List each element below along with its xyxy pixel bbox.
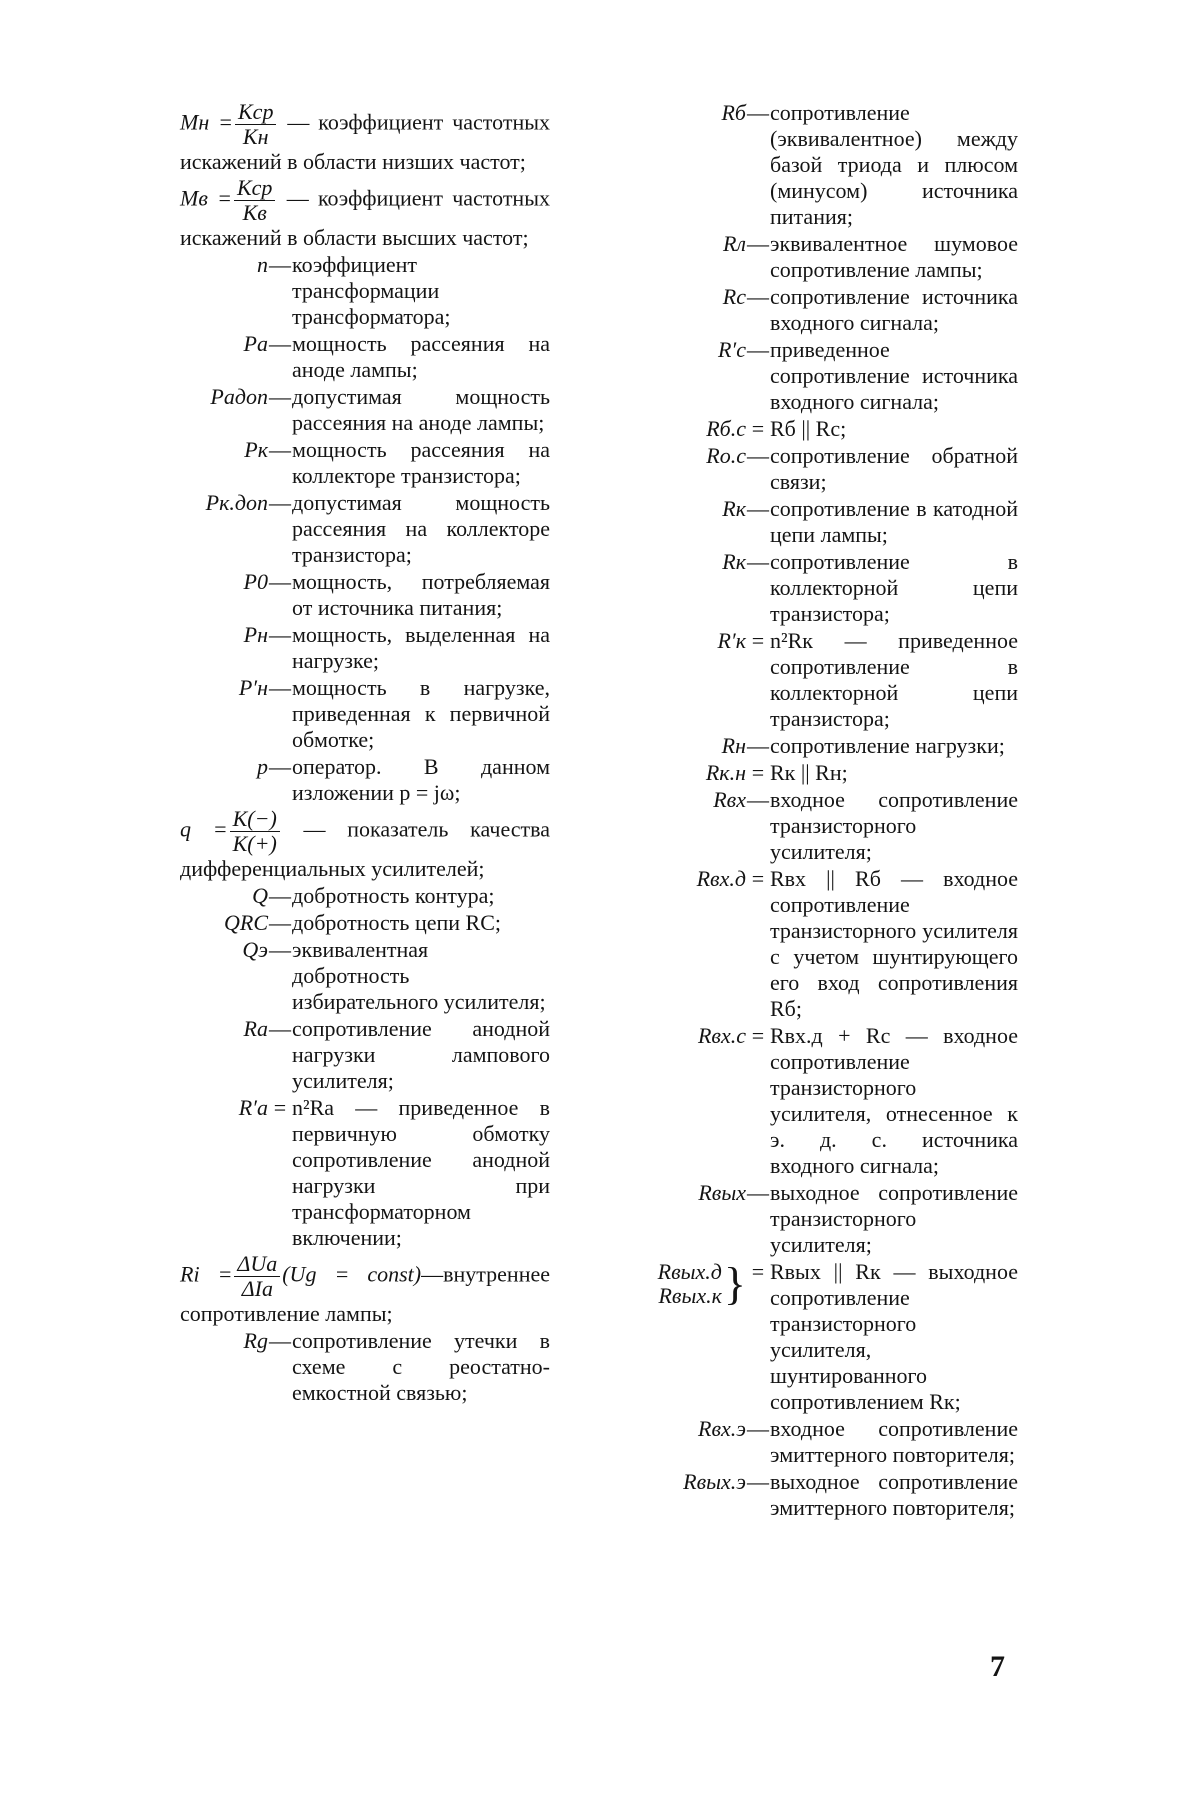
entry-separator: — xyxy=(277,185,318,211)
entry-term: Pн xyxy=(243,622,268,647)
fraction xyxy=(235,100,276,149)
term-stack xyxy=(658,1260,722,1308)
entry-separator: — xyxy=(747,1180,769,1205)
glossary-entry xyxy=(150,754,550,806)
entry-text: сопротивление в коллекторной цепи транзистора; xyxy=(770,549,1018,626)
entry-term: QRC xyxy=(224,910,268,935)
entry-term: Rо.с xyxy=(706,443,746,468)
entry-text: допустимая мощность рассеяния на коллекторе транзистора; xyxy=(292,490,550,567)
entry-term: p xyxy=(257,754,268,779)
entry-text: сопротивление обратной связи; xyxy=(770,443,1018,494)
entry-text: приведенное сопротивление источника входного сигнала; xyxy=(770,337,1018,414)
fraction-denominator: Kн xyxy=(242,124,269,149)
entry-text: входное сопротивление эмиттерного повторителя; xyxy=(770,1416,1018,1467)
entry-separator: — xyxy=(269,622,291,647)
entry-term: Q xyxy=(252,883,268,908)
glossary-entry xyxy=(620,733,1018,759)
entry-separator: — xyxy=(747,231,769,256)
entry-term: Rл xyxy=(722,231,746,256)
glossary-entry xyxy=(620,1023,1018,1179)
glossary-entry xyxy=(620,549,1018,627)
entry-text: сопротивление анодной нагрузки лампового усилителя; xyxy=(292,1016,550,1093)
entry-separator: — xyxy=(269,883,291,908)
entry-separator: = xyxy=(273,1095,287,1120)
entry-text: выходное сопротивление транзисторного усилителя; xyxy=(770,1180,1018,1257)
glossary-entry xyxy=(620,1180,1018,1258)
entry-separator: — xyxy=(269,1016,291,1041)
entry-term: Qэ xyxy=(242,937,268,962)
glossary-entry xyxy=(150,176,550,251)
entry-text: сопротивление в катодной цепи лампы; xyxy=(770,496,1018,547)
entry-text: Rвх || Rб — входное сопротивление транзисторного усилителя с учетом шунтирующего его вход сопротивления Rб; xyxy=(770,866,1018,1021)
right-brace: } xyxy=(723,1258,746,1309)
glossary-entry xyxy=(620,231,1018,283)
entry-separator: — xyxy=(747,100,769,125)
entry-separator: — xyxy=(281,816,348,842)
entry-separator: — xyxy=(747,284,769,309)
entry-term: Rб.с xyxy=(706,416,746,441)
fraction xyxy=(234,176,275,225)
fraction-numerator: Kср xyxy=(235,100,276,125)
glossary-entry xyxy=(150,331,550,383)
entry-text: Rвх.д + Rс — входное сопротивление транзисторного усилителя, отнесенное к э. д. с. источника входного сигнала; xyxy=(770,1023,1018,1178)
entry-separator: — xyxy=(278,109,319,135)
entry-separator: = xyxy=(751,866,765,891)
entry-term: Rвх.с xyxy=(697,1023,746,1048)
entry-separator: — xyxy=(269,437,291,462)
fraction-numerator: Kср xyxy=(234,176,275,201)
entry-term: Ra xyxy=(243,1016,268,1041)
entry-separator: — xyxy=(747,443,769,468)
entry-term: Rк.н xyxy=(705,760,746,785)
glossary-entry xyxy=(620,1416,1018,1468)
glossary-entry xyxy=(150,1252,550,1327)
glossary-entry xyxy=(150,1016,550,1094)
entry-separator: — xyxy=(747,733,769,758)
glossary-entry xyxy=(150,883,550,909)
entry-separator: — xyxy=(269,490,291,515)
entry-separator: = xyxy=(751,1023,765,1048)
entry-term: Rс xyxy=(722,284,746,309)
entry-separator: — xyxy=(269,331,291,356)
glossary-entry xyxy=(150,1095,550,1251)
entry-separator: = xyxy=(751,628,765,653)
entry-separator: — xyxy=(747,496,769,521)
brace-term xyxy=(658,1260,746,1308)
glossary-entry xyxy=(150,384,550,436)
entry-text: мощность, выделенная на нагрузке; xyxy=(292,622,550,673)
glossary-entry xyxy=(620,284,1018,336)
fraction-denominator: K(+) xyxy=(232,831,277,856)
glossary-entry xyxy=(620,628,1018,732)
entry-separator: — xyxy=(747,549,769,574)
entry-separator: = xyxy=(751,1259,765,1284)
right-column xyxy=(620,100,1018,1521)
entry-text: коэффициент частотных искажений в области высших частот; xyxy=(180,185,550,250)
fraction xyxy=(230,807,280,856)
entry-term: Pк xyxy=(244,437,268,462)
entry-term: Pa xyxy=(243,331,268,356)
glossary-entry xyxy=(150,252,550,330)
entry-text: Rк || Rн; xyxy=(770,760,848,785)
glossary-entry xyxy=(620,443,1018,495)
entry-term: R′a xyxy=(238,1095,268,1120)
entry-term: P0 xyxy=(243,569,268,594)
entry-term: Rg xyxy=(243,1328,268,1353)
formula-lhs: Ri = xyxy=(180,1261,233,1287)
entry-term: P′н xyxy=(238,675,268,700)
glossary-entry xyxy=(150,622,550,674)
glossary-entry xyxy=(150,490,550,568)
entry-text: сопротивление нагрузки; xyxy=(770,733,1005,758)
entry-term: Pк.доп xyxy=(205,490,268,515)
entry-term: Rк xyxy=(722,496,746,521)
glossary-entry xyxy=(150,569,550,621)
glossary-entry xyxy=(150,1328,550,1406)
entry-term: Rвх xyxy=(713,787,746,812)
entry-separator: — xyxy=(269,910,291,935)
entry-text: выходное сопротивление эмиттерного повторителя; xyxy=(770,1469,1018,1520)
entry-separator: — xyxy=(747,1416,769,1441)
fraction xyxy=(234,1252,280,1301)
entry-term: Pадоп xyxy=(210,384,268,409)
entry-term: Rвх.д xyxy=(696,866,746,891)
entry-definition xyxy=(150,100,550,175)
glossary-entry xyxy=(620,866,1018,1022)
entry-separator: — xyxy=(747,1469,769,1494)
glossary-entry xyxy=(150,675,550,753)
entry-definition xyxy=(150,176,550,251)
page-number: 7 xyxy=(990,1650,1005,1683)
entry-definition xyxy=(150,1252,550,1327)
entry-text: коэффициент частотных искажений в области низших частот; xyxy=(180,109,550,174)
entry-text: сопротивление источника входного сигнала; xyxy=(770,284,1018,335)
entry-separator: — xyxy=(269,937,291,962)
entry-separator: — xyxy=(269,252,291,277)
entry-separator: — xyxy=(269,675,291,700)
fraction-numerator: K(−) xyxy=(230,807,280,832)
entry-term: R′к xyxy=(717,628,746,653)
entry-text: мощность в нагрузке, приведенная к первичной обмотке; xyxy=(292,675,550,752)
entry-text: Rвых || Rк — выходное сопротивление транзисторного усилителя, шунтированного сопротивлением Rк; xyxy=(770,1259,1018,1414)
term-line: Rвых.к xyxy=(658,1283,722,1308)
entry-text: сопротивление утечки в схеме с реостатно-емкостной связью; xyxy=(292,1328,550,1405)
entry-text: добротность цепи RC; xyxy=(292,910,501,935)
entry-separator: — xyxy=(269,754,291,779)
entry-text: Rб || Rс; xyxy=(770,416,847,441)
glossary-entry xyxy=(150,437,550,489)
entry-text: оператор. В данном изложении p = jω; xyxy=(292,754,550,805)
entry-term: Rк xyxy=(722,549,746,574)
glossary-entry xyxy=(150,807,550,882)
entry-separator: = xyxy=(751,416,765,441)
entry-term: Rн xyxy=(721,733,746,758)
glossary-entry xyxy=(150,910,550,936)
entry-text: добротность контура; xyxy=(292,883,495,908)
entry-text: показатель качества дифференциальных усилителей; xyxy=(180,816,550,881)
entry-definition xyxy=(150,807,550,882)
entry-term xyxy=(620,1259,746,1308)
glossary-entry xyxy=(150,937,550,1015)
entry-separator: — xyxy=(269,384,291,409)
fraction-numerator: ΔUa xyxy=(234,1252,280,1277)
entry-text: мощность рассеяния на аноде лампы; xyxy=(292,331,550,382)
entry-separator: — xyxy=(747,337,769,362)
entry-text: допустимая мощность рассеяния на аноде лампы; xyxy=(292,384,550,435)
entry-separator: — xyxy=(269,569,291,594)
entry-text: сопротивление (эквивалентное) между базой триода и плюсом (минусом) источника питания; xyxy=(770,100,1018,229)
entry-separator: — xyxy=(421,1261,444,1287)
glossary-entry xyxy=(150,100,550,175)
fraction-denominator: ΔIa xyxy=(241,1276,273,1301)
entry-text: эквивалентное шумовое сопротивление лампы; xyxy=(770,231,1018,282)
entry-term: Rвых.э xyxy=(683,1469,746,1494)
glossary-entry xyxy=(620,100,1018,230)
term-line: Rвых.д xyxy=(657,1259,722,1284)
entry-separator: — xyxy=(269,1328,291,1353)
entry-separator: = xyxy=(751,760,765,785)
entry-term: Rб xyxy=(721,100,746,125)
glossary-entry xyxy=(620,416,1018,442)
glossary-entry xyxy=(620,1259,1018,1415)
glossary-entry xyxy=(620,787,1018,865)
formula-lhs: Mв = xyxy=(180,185,232,211)
entry-term: Rвых xyxy=(698,1180,746,1205)
entry-text: эквивалентная добротность избирательного усилителя; xyxy=(292,937,546,1014)
glossary-entry xyxy=(620,760,1018,786)
formula-lhs: Mн = xyxy=(180,109,233,135)
entry-text: коэффициент трансформации трансформатора; xyxy=(292,252,451,329)
entry-term: R′с xyxy=(717,337,746,362)
entry-separator: — xyxy=(747,787,769,812)
entry-text: внутреннее сопротивление лампы; xyxy=(180,1261,550,1326)
entry-term: Rвх.э xyxy=(698,1416,746,1441)
glossary-entry xyxy=(620,496,1018,548)
left-column xyxy=(150,100,550,1406)
glossary-entry xyxy=(620,337,1018,415)
formula-tail: (Ug = const) xyxy=(282,1261,422,1287)
fraction-denominator: Kв xyxy=(242,200,267,225)
entry-text: n²Rк — приведенное сопротивление в коллекторной цепи транзистора; xyxy=(770,628,1018,731)
entry-term: n xyxy=(257,252,268,277)
glossary-entry xyxy=(620,1469,1018,1521)
formula-lhs: q = xyxy=(180,816,228,842)
entry-text: n²Ra — приведенное в первичную обмотку сопротивление анодной нагрузки при трансформаторном включении; xyxy=(292,1095,550,1250)
entry-text: мощность, потребляемая от источника питания; xyxy=(292,569,550,620)
entry-text: входное сопротивление транзисторного усилителя; xyxy=(770,787,1018,864)
entry-text: мощность рассеяния на коллекторе транзистора; xyxy=(292,437,550,488)
